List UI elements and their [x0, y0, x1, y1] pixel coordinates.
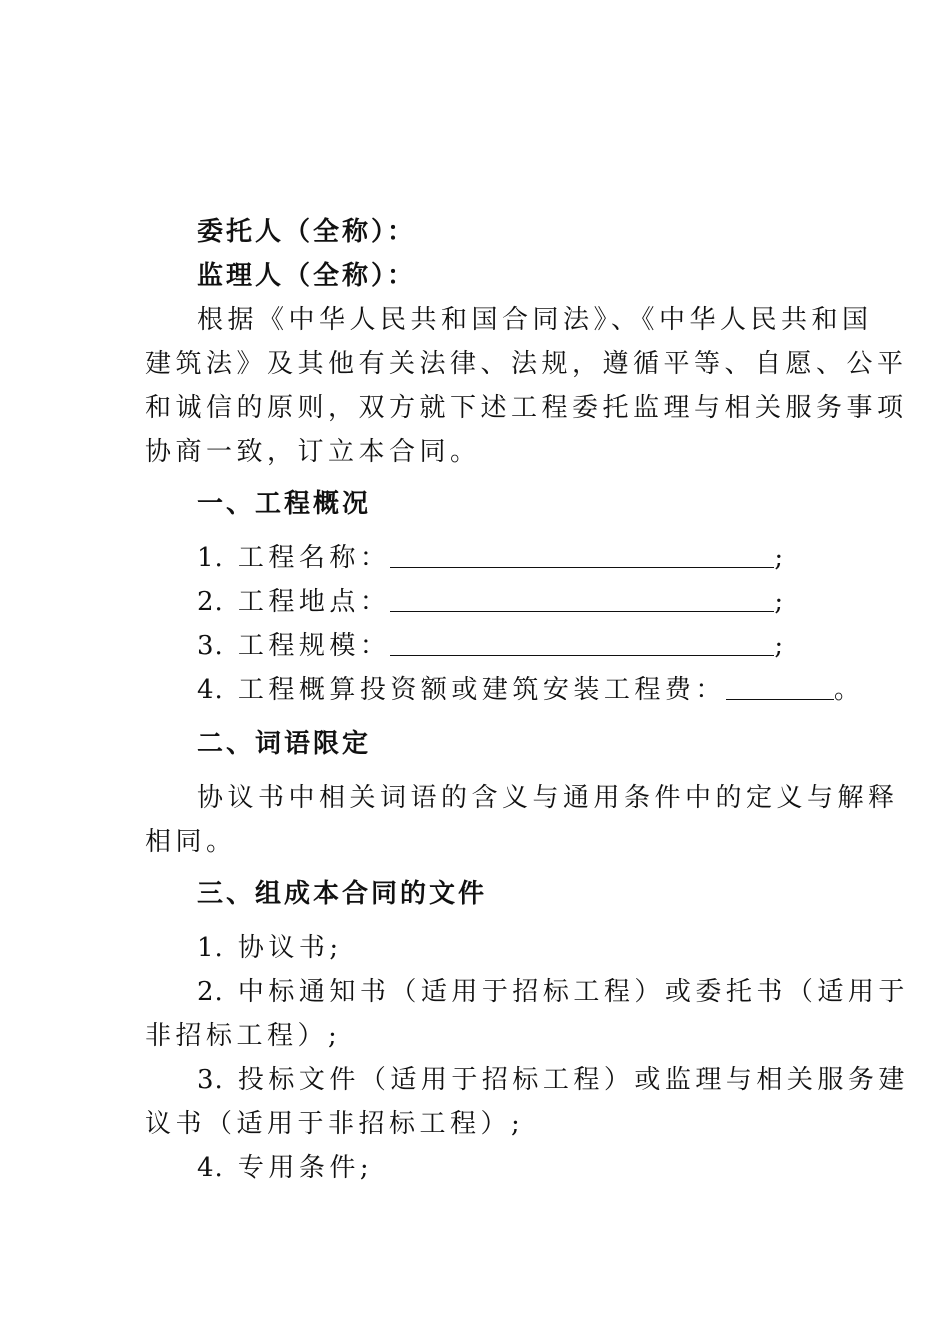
item-number: 1.: [197, 543, 224, 573]
item-number: 2.: [197, 587, 224, 617]
project-item-2: [197, 580, 810, 624]
project-item-4: [197, 668, 865, 712]
fill-blank[interactable]: [390, 537, 774, 568]
item-number: 4.: [197, 675, 224, 705]
preamble-line-1: 根据《中华人民共和国合同法》、《中华人民共和国: [197, 305, 873, 335]
item-end: ;: [774, 543, 788, 573]
fill-blank[interactable]: [390, 625, 774, 656]
supervisor-label: 监理人（全称）：: [197, 261, 417, 291]
item-number: 4.: [197, 1153, 224, 1183]
doc-item-3-cont: 议书（适用于非招标工程）;: [145, 1109, 525, 1139]
item-text: 中标通知书（适用于招标工程）或委托书（适用于: [237, 977, 909, 1007]
doc-item-1: [197, 926, 810, 970]
item-text: 投标文件（适用于招标工程）或监理与相关服务建: [237, 1065, 909, 1095]
doc-item-2: [197, 970, 909, 1014]
item-end: ;: [774, 587, 788, 617]
section-2-line-1: 协议书中相关词语的含义与通用条件中的定义与解释: [197, 783, 899, 813]
section-3-title: 三、组成本合同的文件: [197, 879, 488, 909]
section-2-line-2: 相同。: [145, 827, 237, 857]
client-label: 委托人（全称）：: [197, 217, 417, 247]
doc-item-2-cont: 非招标工程）;: [145, 1021, 342, 1051]
section-1-title: 一、工程概况: [197, 489, 372, 519]
item-end: 。: [833, 675, 865, 705]
item-label: 工程规模：: [237, 631, 391, 661]
item-text: 协议书;: [237, 933, 343, 963]
item-label: 工程概算投资额或建筑安装工程费：: [237, 675, 726, 705]
item-label: 工程地点：: [237, 587, 391, 617]
project-item-3: [197, 624, 810, 668]
doc-item-4: [197, 1146, 810, 1190]
item-label: 工程名称：: [237, 543, 391, 573]
preamble-line-4: 协商一致，订立本合同。: [145, 437, 481, 467]
preamble-line-2: 建筑法》及其他有关法律、法规，遵循平等、自愿、公平: [145, 349, 908, 379]
item-text: 专用条件;: [237, 1153, 374, 1183]
item-number: 2.: [197, 977, 224, 1007]
item-end: ;: [774, 631, 788, 661]
item-number: 1.: [197, 933, 224, 963]
project-item-1: [197, 536, 810, 580]
fill-blank[interactable]: [390, 581, 774, 612]
doc-item-3: [197, 1058, 909, 1102]
item-number: 3.: [197, 631, 224, 661]
fill-blank[interactable]: [726, 669, 834, 700]
section-2-title: 二、词语限定: [197, 729, 372, 759]
preamble-line-3: 和诚信的原则，双方就下述工程委托监理与相关服务事项: [145, 393, 908, 423]
item-number: 3.: [197, 1065, 224, 1095]
